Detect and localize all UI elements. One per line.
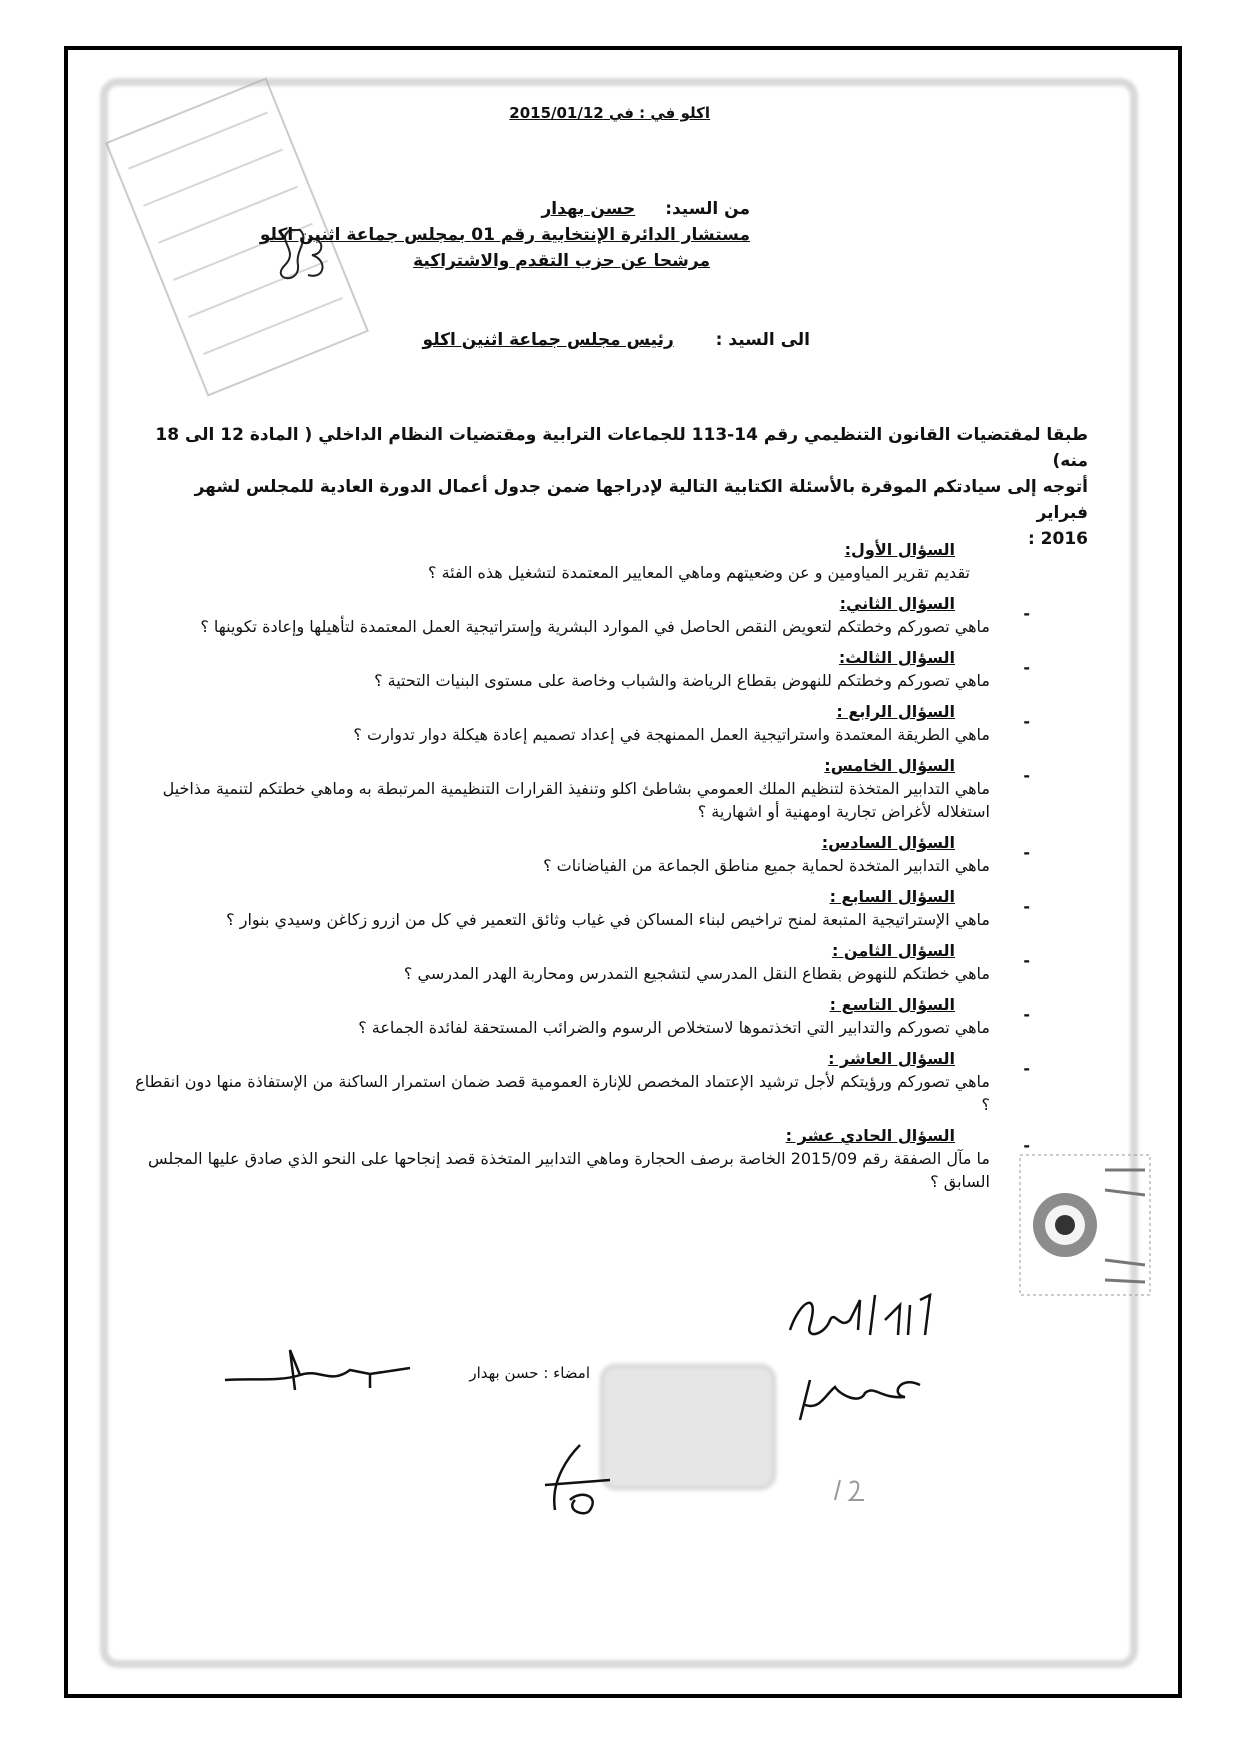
question-body: ماهي التدابير المتخذة لتنظيم الملك العمومي بشاطئ اكلو وتنفيذ القرارات التنظيمية المرتبطة به وماهي خطتكم لتنمية مذاخيل استغلاله لأغراض تجارية اومهنية أو اشهارية ؟ — [162, 779, 990, 821]
question-title: السؤال الثاني: — [839, 594, 955, 613]
question-title: السؤال الرابع : — [836, 702, 955, 721]
sender-block — [259, 196, 750, 274]
question-item — [125, 538, 1000, 584]
question-item — [125, 700, 1030, 746]
bullet-dash: - — [1023, 604, 1030, 623]
question-body: ماهي الطريقة المعتمدة واستراتيجية العمل الممنهجة في إعداد تصميم إعادة هيكلة دوار تدوارت ؟ — [353, 725, 990, 744]
question-body: تقديم تقرير المياومين و عن وضعيتهم وماهي المعايير المعتمدة لتشغيل هذه الفئة ؟ — [427, 563, 970, 582]
signature-scribble-bottom — [540, 1440, 630, 1520]
signature-scribble-left — [220, 1340, 420, 1400]
faint-mark — [830, 1475, 870, 1505]
intro-line-1: طبقا لمقتضيات القانون التنظيمي رقم 14-113 للجماعات الترابية ومقتضيات النظام الداخلي ( المادة 12 الى 18 منه) — [155, 425, 1088, 471]
question-item — [125, 592, 1030, 638]
official-seal-stamp — [1010, 1150, 1160, 1300]
question-title: السؤال الثامن : — [831, 941, 955, 960]
bullet-dash: - — [1023, 766, 1030, 785]
recipient-name: رئيس مجلس جماعة اثنين اكلو — [422, 330, 674, 350]
document-date: اكلو في : في 2015/01/12 — [509, 104, 710, 122]
question-item — [125, 993, 1030, 1039]
intro-paragraph — [140, 422, 1088, 552]
sender-label: من السيد: — [665, 199, 750, 219]
sender-position: مستشار الدائرة الإنتخابية رقم 01 بمجلس جماعة اثنين اكلو — [259, 225, 750, 245]
question-body: ماهي تصوركم ورؤيتكم لأجل ترشيد الإعتماد المخصص للإنارة العمومية قصد ضمان استمرار الساكنة من الإستفاذة منها دون انقطاع ؟ — [135, 1072, 990, 1114]
intro-line-2: أتوجه إلى سيادتكم الموقرة بالأسئلة الكتابية التالية لإدراجها ضمن جدول أعمال الدورة العادية للمجلس لشهر فبراير — [194, 477, 1088, 523]
handwritten-date — [780, 1280, 960, 1350]
question-body: ماهي الإستراتيجية المتبعة لمنح تراخيص لبناء المساكن في غياب وثائق التعمير في كل من ازرو زكاغن وسيدي بنوار ؟ — [226, 910, 990, 929]
question-title: السؤال السادس: — [821, 833, 955, 852]
bullet-dash: - — [1023, 951, 1030, 970]
question-item — [125, 1047, 1030, 1116]
bullet-dash: - — [1023, 1136, 1030, 1155]
bullet-dash: - — [1023, 658, 1030, 677]
bullet-dash: - — [1023, 1059, 1030, 1078]
bullet-dash: - — [1023, 712, 1030, 731]
question-body: ماهي تصوركم والتدابير التي اتخذتموها لاستخلاص الرسوم والضرائب المستحقة لفائدة الجماعة ؟ — [358, 1018, 990, 1037]
recipient-label: الى السيد : — [715, 330, 810, 350]
question-body: ما مآل الصفقة رقم 2015/09 الخاصة برصف الحجارة وماهي التدابير المتخذة قصد إنجاحها على النحو الذي صادق عليها المجلس السابق ؟ — [148, 1149, 990, 1191]
bullet-dash: - — [1023, 897, 1030, 916]
question-title: السؤال الثالث: — [838, 648, 955, 667]
handwritten-name-signature — [780, 1365, 930, 1425]
question-item — [125, 939, 1030, 985]
question-title: السؤال الخامس: — [824, 756, 955, 775]
question-body: ماهي خطتكم للنهوض بقطاع النقل المدرسي لتشجيع التمدرس ومحاربة الهدر المدرسي ؟ — [403, 964, 990, 983]
sender-name: حسن بهدار — [541, 199, 636, 219]
question-title: السؤال التاسع : — [829, 995, 955, 1014]
question-body: ماهي التدابير المتخدة لحماية جميع مناطق الجماعة من الفياضانات ؟ — [543, 856, 990, 875]
question-title: السؤال الحادي عشر : — [785, 1126, 955, 1145]
signature-label: امضاء : حسن بهدار — [469, 1364, 590, 1382]
question-item — [125, 646, 1030, 692]
question-title: السؤال السابع : — [829, 887, 955, 906]
question-body: ماهي تصوركم وخطتكم للنهوض بقطاع الرياضة والشباب وخاصة على مستوى البنيات التحتية ؟ — [374, 671, 990, 690]
question-item — [125, 885, 1030, 931]
intro-line-3: 2016 : — [1027, 529, 1088, 549]
bullet-dash: - — [1023, 843, 1030, 862]
question-title: السؤال الأول: — [844, 540, 955, 559]
bullet-dash: - — [1023, 1005, 1030, 1024]
question-title: السؤال العاشر : — [828, 1049, 955, 1068]
sender-line — [340, 196, 750, 222]
sender-party: مرشحا عن حزب التقدم والاشتراكية — [413, 251, 710, 271]
question-body: ماهي تصوركم وخطتكم لتعويض النقص الحاصل في الموارد البشرية وإستراتيجية العمل المعتمدة لتأهيلها وإعادة تكوينها ؟ — [200, 617, 990, 636]
question-item — [125, 754, 1030, 823]
question-item — [125, 1124, 1030, 1193]
recipient-block — [400, 330, 810, 350]
questions-list — [125, 538, 1030, 1201]
question-item — [125, 831, 1030, 877]
